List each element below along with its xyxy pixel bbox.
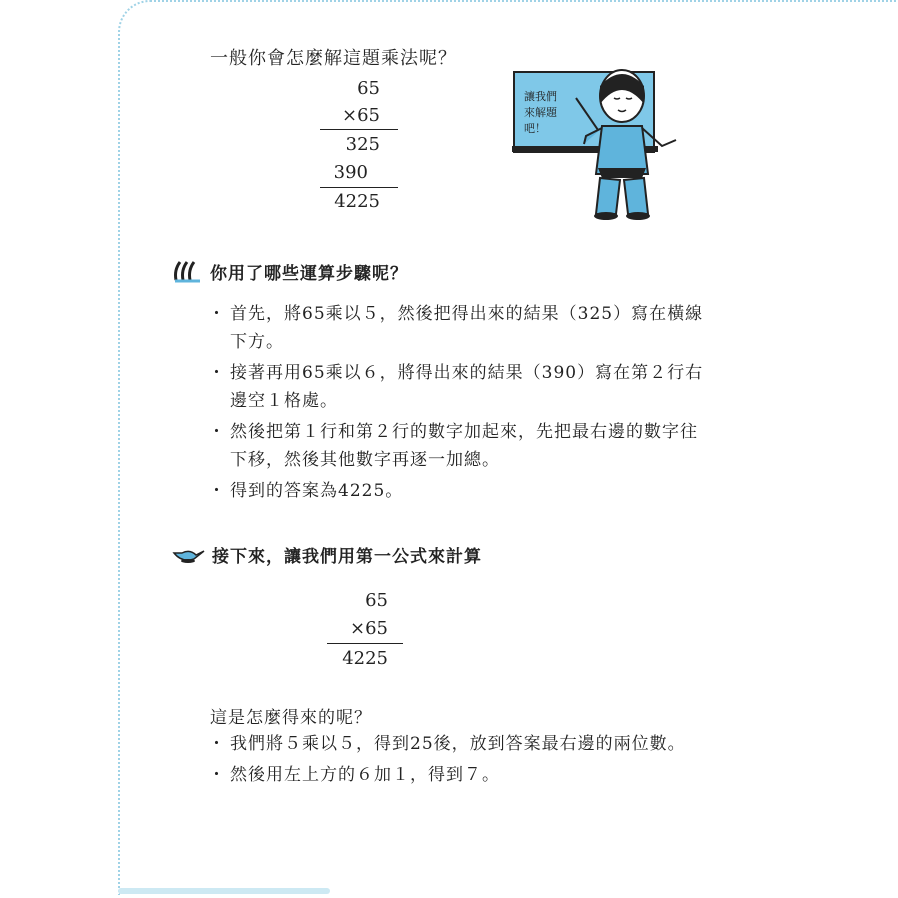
traditional-rule-2 — [320, 187, 398, 188]
scroll-icon — [172, 258, 204, 284]
traditional-multiplicand: 65 — [357, 78, 380, 99]
traditional-partial-2: 390 — [333, 162, 368, 183]
traditional-partial-1: 325 — [345, 134, 380, 155]
section1-bullet: ・ 首先，將65乘以５，然後把得出來的結果（325）寫在橫線下方。 — [208, 300, 708, 356]
section2-bullet-list — [208, 730, 708, 792]
first-formula-multiplier: ×65 — [350, 618, 388, 639]
section2-bullet: ・ 然後用左上方的６加１，得到７。 — [208, 761, 708, 789]
traditional-rule-1 — [320, 129, 398, 130]
traditional-multiplier: ×65 — [342, 105, 380, 126]
teacher-illustration — [512, 56, 684, 222]
section2-bullet: ・ 我們將５乘以５，得到25後，放到答案最右邊的兩位數。 — [208, 730, 708, 758]
section1-bullet: ・ 接著再用65乘以６，將得出來的結果（390）寫在第２行右邊空１格處。 — [208, 359, 708, 415]
intro-question: 一般你會怎麼解這題乘法呢？ — [210, 48, 457, 69]
section1-heading-text: 你用了哪些運算步驟呢？ — [210, 263, 408, 284]
section2-heading — [172, 542, 482, 567]
section2-question: 這是怎麼得來的呢？ — [210, 708, 372, 728]
board-line-3: 吧！ — [524, 122, 546, 135]
section1-heading — [172, 258, 408, 284]
section1-bullet: ・ 得到的答案為4225。 — [208, 477, 708, 505]
first-formula-rule — [327, 643, 403, 644]
traditional-result: 4225 — [334, 191, 380, 212]
board-line-2: 來解題 — [524, 106, 557, 119]
section2-heading-text: 接下來，讓我們用第一公式來計算 — [212, 547, 482, 567]
first-formula-result: 4225 — [342, 648, 388, 669]
first-formula-multiplicand: 65 — [365, 590, 388, 611]
board-line-1: 讓我們 — [524, 90, 557, 103]
section1-bullet-list — [208, 300, 708, 508]
bottom-bar — [118, 888, 330, 894]
magic-lamp-icon — [172, 545, 206, 565]
section1-bullet: ・ 然後把第１行和第２行的數字加起來，先把最右邊的數字往下移，然後其他數字再逐一加總。 — [208, 418, 708, 474]
